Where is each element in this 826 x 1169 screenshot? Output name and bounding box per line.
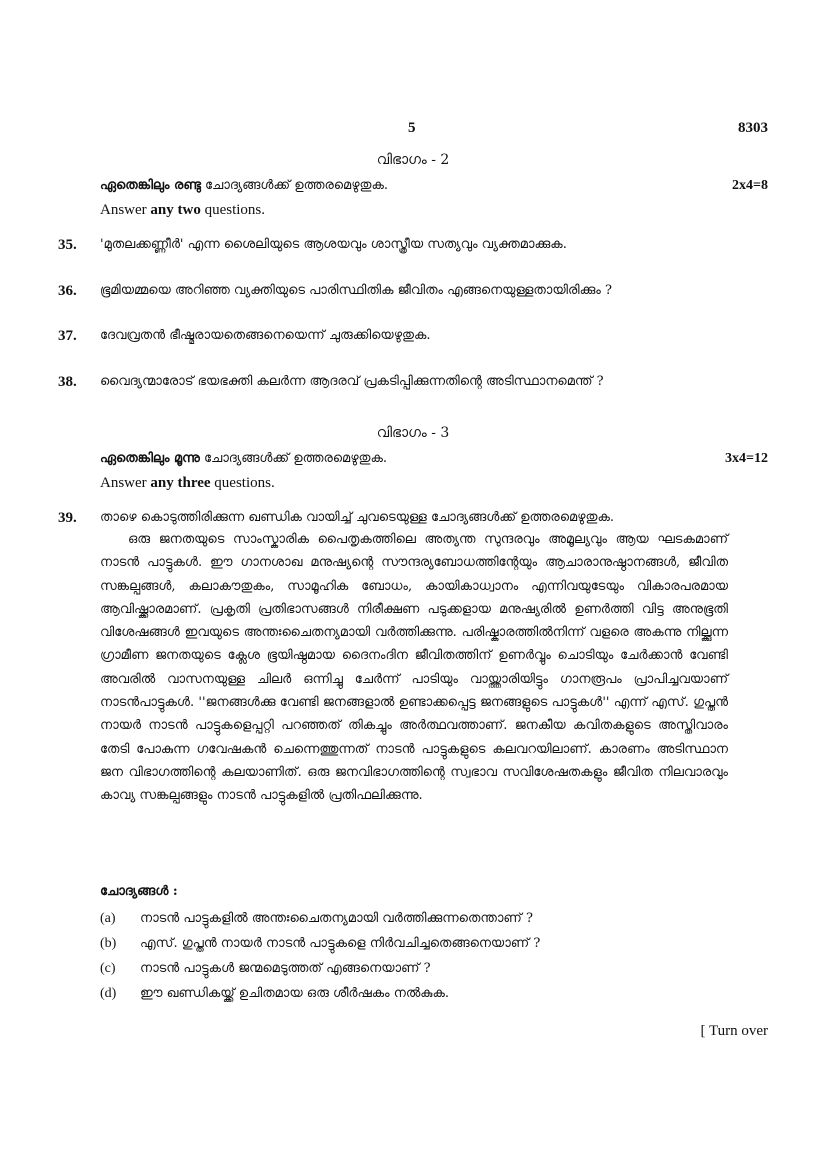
question-number: 36.: [58, 283, 77, 299]
section-3-english-instruction: [100, 475, 275, 492]
english-post: questions.: [200, 202, 265, 218]
english-bold: any two: [150, 202, 201, 218]
question-text: വൈദ്യന്മാരോട് ഭയഭക്തി കലർന്ന ആദരവ് പ്രകടിപ്പിക്കുന്നതിന്റെ അടിസ്ഥാനമെന്ത് ?: [100, 374, 604, 389]
section-3-marks: 3x4=12: [725, 451, 768, 466]
question-number: 38.: [58, 374, 77, 390]
passage-paragraph: ഒരു ജനതയുടെ സാംസ്കാരിക പൈതൃകത്തിലെ അത്യന്ത സുന്ദരവും അമൂല്യവും ആയ ഘടകമാണ് നാടൻ പാട്ടുകൾ. ഈ ഗാനശാഖ മനുഷ്യന്റെ സൗന്ദര്യബോധത്തിന്റേയും ആചാരാനുഷ്ഠാനങ്ങൾ, ജീവിത സങ്കല്പങ്ങൾ, കലാകൗതുകം, സാമൂഹിക ബോധം, കായികാധ്വാനം എന്നിവയുടേയും വികാരപരമായ ആവിഷ്ക്കാരമാണ്. പ്രകൃതി പ്രതിഭാസങ്ങൾ നിരീക്ഷണ പടുക്കളായ മനുഷ്യരിൽ ഉണർത്തി വിട്ട അനുഭൂതി വിശേഷങ്ങൾ ഇവയുടെ അന്തഃചൈതന്യമായി വർത്തിക്കുന്നു. പരിഷ്കാരത്തിൽനിന്ന് വളരെ അകന്നു നില്ക്കുന്ന ഗ്രാമീണ ജനതയുടെ ക്ലേശ ഭൂയിഷ്ഠമായ ദൈനംദിന ജീവിതത്തിന് ഉണർവ്വും ചൊടിയും ചേർക്കാൻ വേണ്ടി അവരിൽ വാസനയുള്ള ചിലർ ഒന്നിച്ചു ചേർന്ന് പാടിയും വായ്ത്താരിയിട്ടും ഗാനരൂപം പ്രാപിച്ചവയാണ് നാടൻപാട്ടുകൾ. ''ജനങ്ങൾക്കു വേണ്ടി ജനങ്ങളാൽ ഉണ്ടാക്കപ്പെട്ട ജനങ്ങളുടെ പാട്ടുകൾ'' എന്ന് എസ്. ഗുപ്തൻ നായർ നാടൻ പാട്ടുകളെപ്പറ്റി പറഞ്ഞത് തികച്ചും അർത്ഥവത്താണ്. ജനകീയ കവിതകളുടെ അസ്തിവാരം തേടി പോകുന്ന ഗവേഷകൻ ചെന്നെത്തുന്നത് നാടൻ പാട്ടുകളുടെ കലവറയിലാണ്. കാരണം അടിസ്ഥാന ജന വിഭാഗത്തിന്റെ കലയാണിത്. ഒരു ജനവിഭാഗത്തിന്റെ സ്വഭാവ സവിശേഷതകളും ജീവിത നിലവാരവും കാവ്യ സങ്കല്പങ്ങളും നാടൻ പാട്ടുകളിൽ പ്രതിഫലിക്കുന്നു.: [100, 532, 728, 804]
section-3-instruction-rest: ചോദ്യങ്ങൾക്ക് ഉത്തരമെഴുതുക.: [199, 451, 388, 466]
sub-question-label: (b): [100, 936, 117, 951]
english-pre: Answer: [100, 202, 151, 218]
section-2-instruction-rest: ചോദ്യങ്ങൾക്ക് ഉത്തരമെഴുതുക.: [200, 178, 389, 193]
questions-label: ചോദ്യങ്ങൾ :: [100, 884, 178, 899]
question-number: 37.: [58, 328, 77, 344]
sub-question-text: ഈ ഖണ്ഡികയ്ക്ക് ഉചിതമായ ഒരു ശീർഷകം നൽകുക.: [140, 986, 450, 1001]
english-bold: any three: [150, 475, 211, 491]
turn-over-note: [ Turn over: [700, 1023, 768, 1039]
paper-code: 8303: [738, 120, 768, 136]
section-3-title: വിഭാഗം - 3: [376, 425, 450, 441]
section-2-instruction: [100, 178, 388, 193]
question-number: 39.: [58, 510, 77, 526]
sub-question-label: (d): [100, 986, 117, 1001]
section-2-english-instruction: [100, 202, 265, 219]
sub-question-label: (a): [100, 911, 116, 926]
section-2-title: വിഭാഗം - 2: [376, 152, 450, 168]
section-3-instruction-bold: ഏതെങ്കിലും മൂന്നു: [100, 451, 200, 466]
sub-question-text: നാടൻ പാട്ടുകൾ ജന്മമെടുത്തത് എങ്ങനെയാണ് ?: [140, 961, 431, 976]
section-2-instruction-bold: ഏതെങ്കിലും രണ്ടു: [100, 178, 201, 193]
sub-question-text: എസ്. ഗുപ്തൻ നായർ നാടൻ പാട്ടുകളെ നിർവചിച്ചതെങ്ങനെയാണ് ?: [140, 936, 541, 951]
question-number: 35.: [58, 237, 77, 253]
question-text: ദേവവ്രതൻ ഭീഷ്മരായതെങ്ങനെയെന്ന് ചുരുക്കിയെഴുതുക.: [100, 328, 431, 343]
section-2-marks: 2x4=8: [732, 178, 768, 193]
section-3-instruction: [100, 451, 387, 466]
question-text: 'മുതലക്കണ്ണീർ' എന്ന ശൈലിയുടെ ആശയവും ശാസ്ത്രീയ സത്യവും വ്യക്തമാക്കുക.: [100, 237, 567, 252]
question-intro: താഴെ കൊടുത്തിരിക്കുന്ന ഖണ്ഡിക വായിച്ച് ചുവടെയുള്ള ചോദ്യങ്ങൾക്ക് ഉത്തരമെഴുതുക.: [100, 510, 614, 525]
sub-question-label: (c): [100, 961, 116, 976]
english-post: questions.: [210, 475, 275, 491]
question-text: ഭൂമിയമ്മയെ അറിഞ്ഞ വ്യക്തിയുടെ പാരിസ്ഥിതിക ജീവിതം എങ്ങനെയുള്ളതായിരിക്കും ?: [100, 283, 612, 298]
english-pre: Answer: [100, 475, 151, 491]
sub-question-text: നാടൻ പാട്ടുകളിൽ അന്തഃചൈതന്യമായി വർത്തിക്കുന്നതെന്താണ് ?: [140, 911, 533, 926]
page-number: 5: [408, 120, 416, 136]
